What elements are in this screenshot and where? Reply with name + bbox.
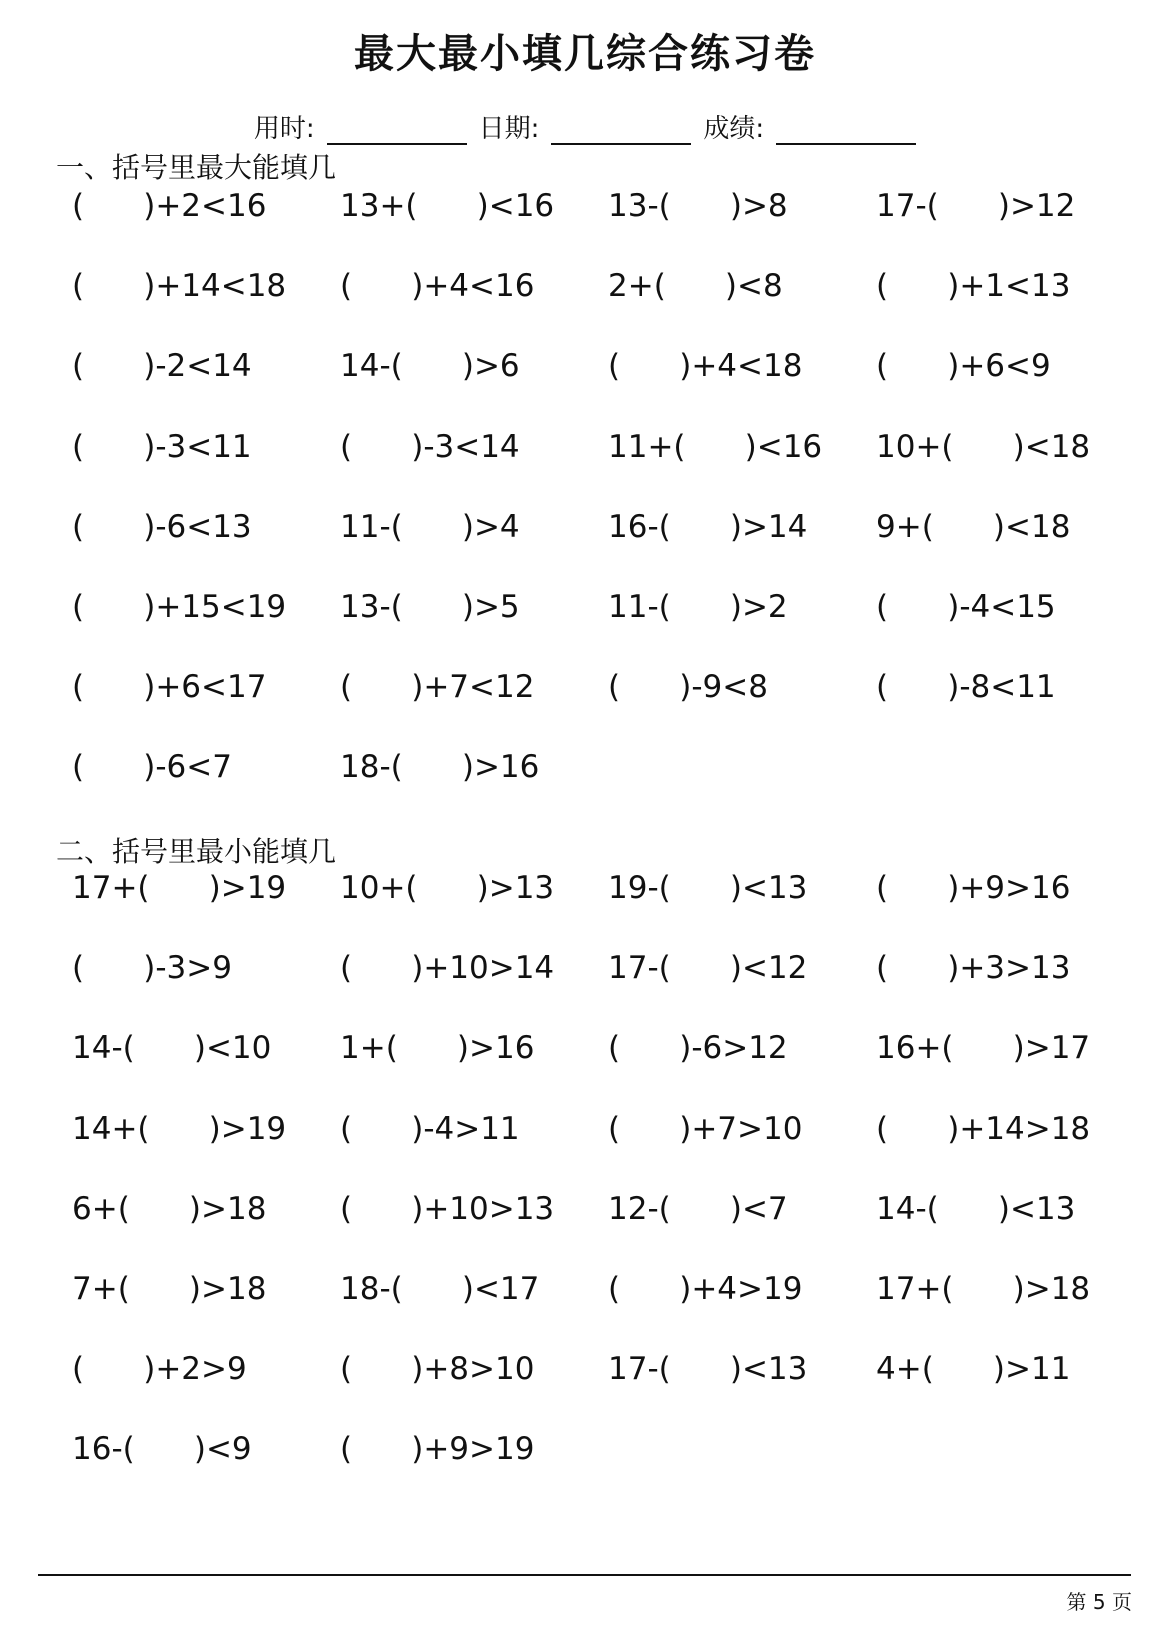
problem-item[interactable]: 14+( )>19: [72, 1110, 287, 1147]
problem-item[interactable]: 17+( )>19: [72, 870, 287, 906]
problem-item[interactable]: ( )+9>16: [876, 870, 1071, 906]
problem-item[interactable]: 16-( )>14: [608, 508, 808, 545]
problem-item[interactable]: ( )-2<14: [72, 348, 252, 385]
problem-item[interactable]: 12-( )<7: [608, 1190, 788, 1227]
section2-heading: 二、括号里最小能填几: [56, 835, 337, 868]
problem-item[interactable]: 1+( )>16: [340, 1030, 535, 1067]
problem-item[interactable]: 2+( )<8: [608, 268, 783, 305]
problem-item[interactable]: 6+( )>18: [72, 1190, 267, 1227]
problem-item[interactable]: 9+( )<18: [876, 508, 1071, 545]
problem-item[interactable]: ( )-6>12: [608, 1030, 788, 1067]
problem-item[interactable]: ( )+2>9: [72, 1351, 247, 1388]
time-label: 用时:: [253, 114, 315, 144]
footer-divider: [38, 1574, 1131, 1576]
problem-item[interactable]: 18-( )<17: [340, 1271, 540, 1307]
page-number: 第 5 页: [1066, 1590, 1132, 1614]
time-field: [254, 108, 467, 145]
problem-item[interactable]: ( )+14>18: [876, 1110, 1091, 1147]
problem-item[interactable]: 10+( )>13: [340, 870, 555, 906]
problem-item[interactable]: ( )+10>14: [340, 950, 555, 987]
date-label: 日期:: [478, 114, 540, 144]
problem-item[interactable]: ( )+7<12: [340, 669, 535, 706]
problem-item[interactable]: 11-( )>2: [608, 589, 788, 625]
problem-item[interactable]: ( )-9<8: [608, 669, 768, 706]
problem-item[interactable]: ( )+2<16: [72, 188, 267, 224]
problem-item[interactable]: 17-( )>12: [876, 188, 1076, 224]
problem-item[interactable]: ( )+10>13: [340, 1190, 555, 1227]
problem-item[interactable]: ( )+4>19: [608, 1271, 803, 1307]
problem-item[interactable]: 13+( )<16: [340, 188, 555, 224]
problem-item[interactable]: 18-( )>16: [340, 749, 540, 786]
problem-item[interactable]: 16+( )>17: [876, 1030, 1091, 1067]
problem-item[interactable]: ( )+7>10: [608, 1110, 803, 1147]
problem-item[interactable]: 17-( )<12: [608, 950, 808, 987]
info-row: [0, 108, 1170, 145]
problem-item[interactable]: ( )-3<14: [340, 428, 520, 465]
problem-item[interactable]: ( )+8>10: [340, 1351, 535, 1388]
problem-item[interactable]: 16-( )<9: [72, 1431, 252, 1468]
problem-item[interactable]: ( )+15<19: [72, 589, 287, 625]
score-blank[interactable]: [776, 119, 916, 145]
problem-item[interactable]: 13-( )>5: [340, 589, 520, 625]
problem-item[interactable]: 17+( )>18: [876, 1271, 1091, 1307]
problem-item[interactable]: 13-( )>8: [608, 188, 788, 224]
problem-item[interactable]: 17-( )<13: [608, 1351, 808, 1388]
problem-item[interactable]: ( )+3>13: [876, 950, 1071, 987]
problem-item[interactable]: 11-( )>4: [340, 508, 520, 545]
problem-item[interactable]: ( )+9>19: [340, 1431, 535, 1468]
problem-item[interactable]: ( )+4<18: [608, 348, 803, 385]
problem-item[interactable]: ( )-4<15: [876, 589, 1056, 625]
problem-item[interactable]: 14-( )<10: [72, 1030, 272, 1067]
problem-item[interactable]: ( )+4<16: [340, 268, 535, 305]
problem-item[interactable]: 14-( )>6: [340, 348, 520, 385]
problem-item[interactable]: ( )-8<11: [876, 669, 1056, 706]
problem-item[interactable]: 14-( )<13: [876, 1190, 1076, 1227]
problem-item[interactable]: 4+( )>11: [876, 1351, 1071, 1388]
score-field: [703, 108, 916, 145]
problem-item[interactable]: ( )-4>11: [340, 1110, 520, 1147]
problem-item[interactable]: ( )+6<17: [72, 669, 267, 706]
problem-item[interactable]: 11+( )<16: [608, 428, 823, 465]
page-title: 最大最小填几综合练习卷: [354, 31, 816, 77]
problem-item[interactable]: ( )+1<13: [876, 268, 1071, 305]
time-blank[interactable]: [327, 119, 467, 145]
score-label: 成绩:: [703, 114, 765, 144]
section1-heading: 一、括号里最大能填几: [56, 151, 337, 184]
problem-item[interactable]: 10+( )<18: [876, 428, 1091, 465]
problem-item[interactable]: 19-( )<13: [608, 870, 808, 906]
problem-item[interactable]: ( )+6<9: [876, 348, 1051, 385]
problem-item[interactable]: ( )-3>9: [72, 950, 232, 987]
problem-item[interactable]: ( )-6<7: [72, 749, 232, 786]
date-blank[interactable]: [551, 119, 691, 145]
date-field: [479, 108, 692, 145]
problem-item[interactable]: ( )+14<18: [72, 268, 287, 305]
problem-item[interactable]: ( )-6<13: [72, 508, 252, 545]
problem-item[interactable]: ( )-3<11: [72, 428, 252, 465]
problem-item[interactable]: 7+( )>18: [72, 1271, 267, 1307]
